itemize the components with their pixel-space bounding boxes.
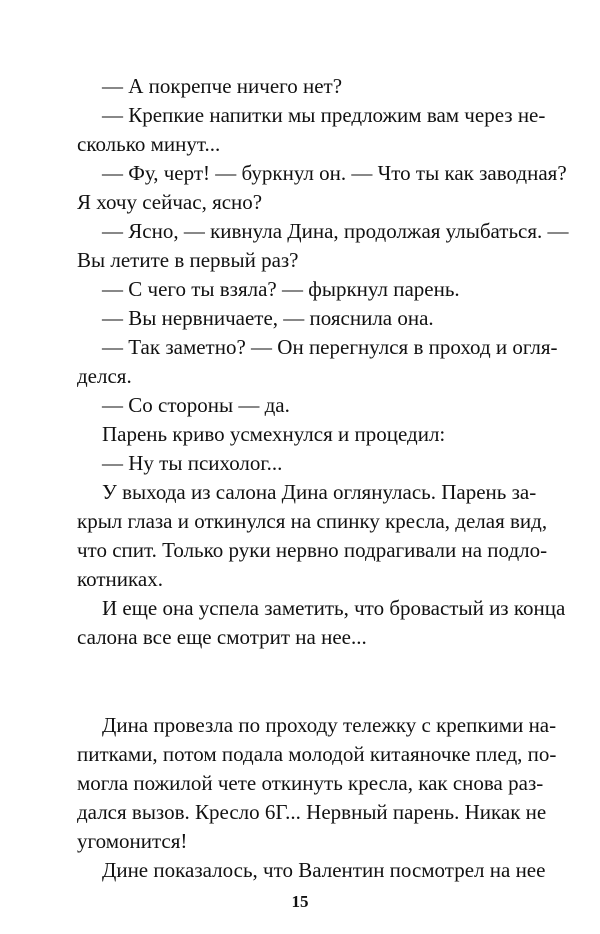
text-line: сколько минут... xyxy=(77,132,221,156)
text-line: салона все еще смотрит на нее... xyxy=(77,625,367,649)
text-line: дался вызов. Кресло 6Г... Нервный парень. Никак не xyxy=(77,800,547,824)
text-line: — Ну ты психолог... xyxy=(102,451,283,475)
text-line: Дина провезла по проходу тележку с крепкими на- xyxy=(102,713,557,737)
text-line: могла пожилой чете откинуть кресла, как снова раз- xyxy=(77,771,544,795)
text-line: — Со стороны — да. xyxy=(102,393,290,417)
text-line: — Так заметно? — Он перегнулся в проход и огля- xyxy=(102,335,558,359)
text-line: Вы летите в первый раз? xyxy=(77,248,299,272)
text-line: делся. xyxy=(77,364,132,388)
text-line: — С чего ты взяла? — фыркнул парень. xyxy=(102,277,460,301)
text-line: И еще она успела заметить, что бровастый из конца xyxy=(102,596,566,620)
text-line: Парень криво усмехнулся и процедил: xyxy=(102,422,446,446)
text-line: — Вы нервничаете, — пояснила она. xyxy=(102,306,434,330)
text-line: Дине показалось, что Валентин посмотрел на нее xyxy=(102,858,546,882)
text-line: — Фу, черт! — буркнул он. — Что ты как заводная? xyxy=(102,161,567,185)
text-line: — А покрепче ничего нет? xyxy=(102,74,343,98)
text-line: Я хочу сейчас, ясно? xyxy=(77,190,263,214)
text-line: — Ясно, — кивнула Дина, продолжая улыбаться. — xyxy=(102,219,569,243)
text-line: котниках. xyxy=(77,567,163,591)
text-line: угомонится! xyxy=(77,829,188,853)
page-number: 15 xyxy=(291,892,309,911)
text-line: что спит. Только руки нервно подрагивали на подло- xyxy=(77,538,548,562)
text-line: У выхода из салона Дина оглянулась. Парень за- xyxy=(102,480,537,504)
text-line: питками, потом подала молодой китаяночке плед, по- xyxy=(77,742,557,766)
text-line: крыл глаза и откинулся на спинку кресла, делая вид, xyxy=(77,509,548,533)
text-line: — Крепкие напитки мы предложим вам через не- xyxy=(102,103,546,127)
